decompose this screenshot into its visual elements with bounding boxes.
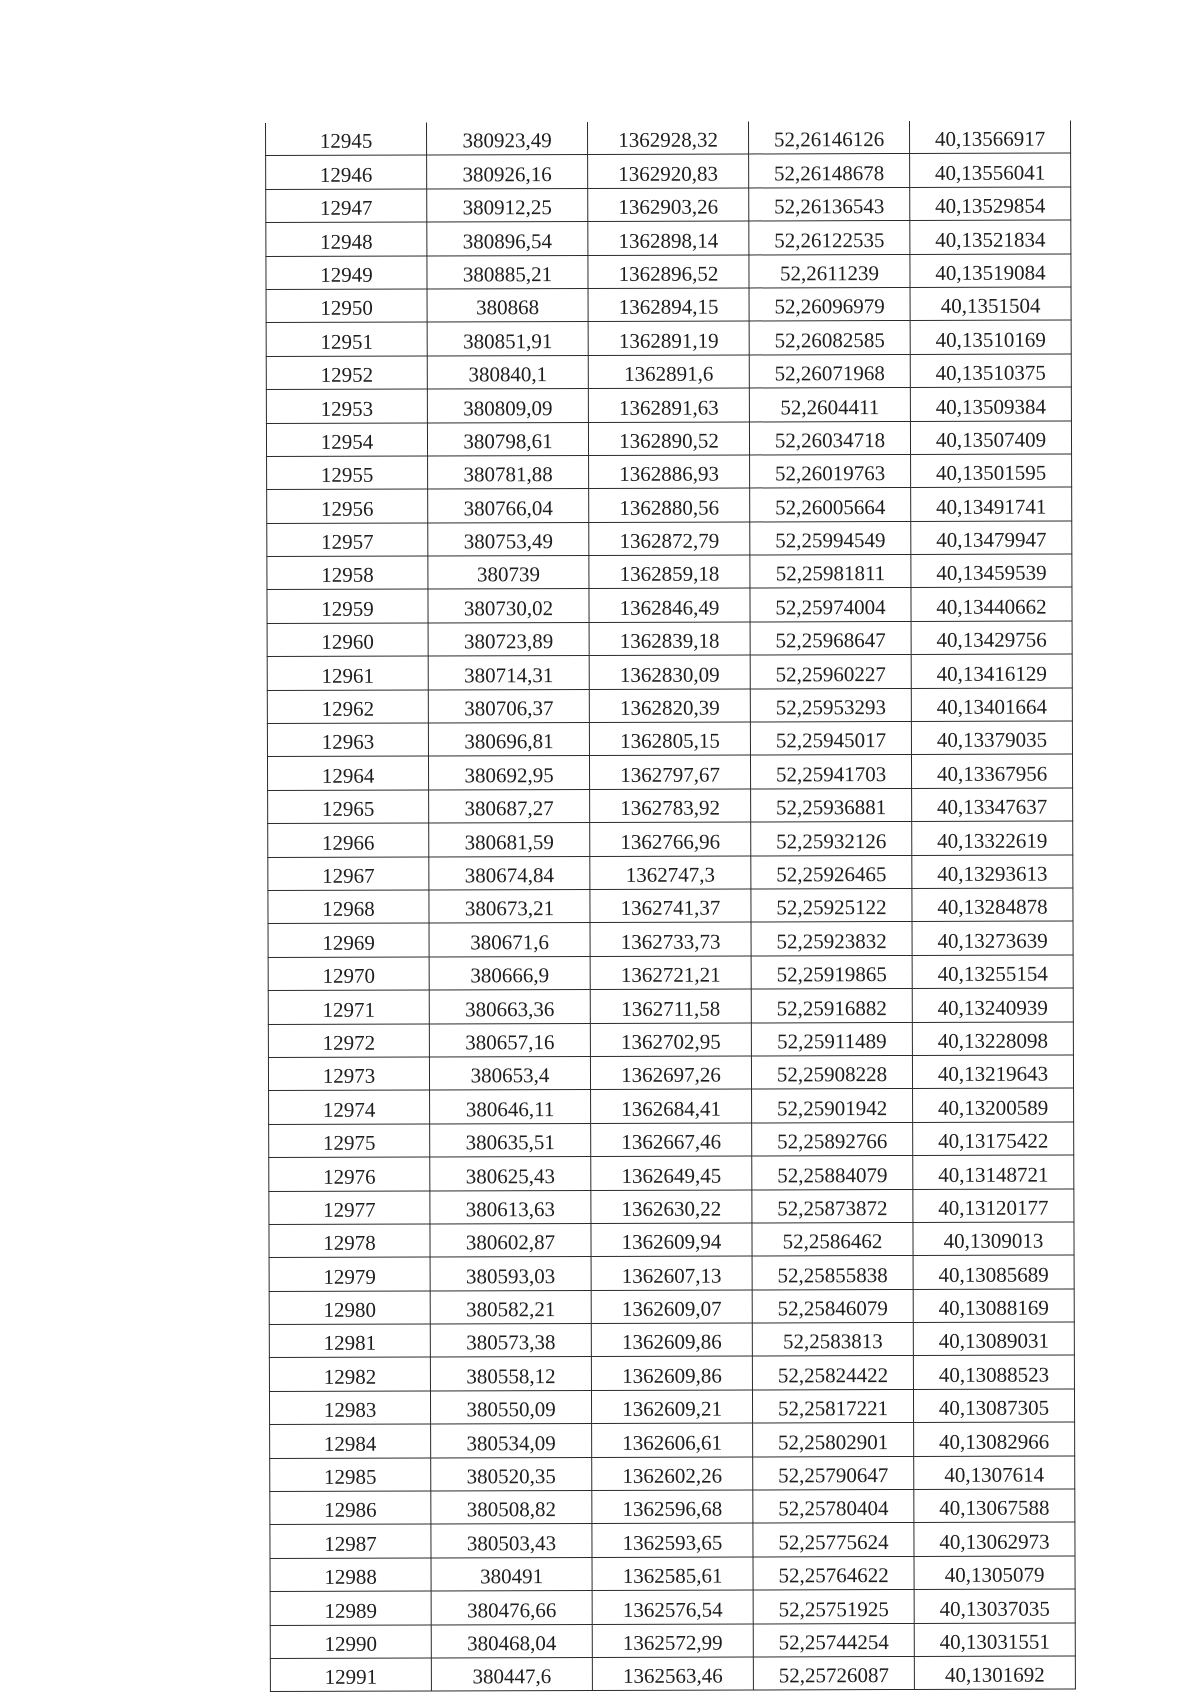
- table-row: [270, 1656, 1075, 1692]
- longitude-cell: 40,13347637: [912, 788, 1073, 822]
- latitude-cell: 52,25855838: [752, 1256, 913, 1290]
- latitude-cell: 52,25925122: [751, 888, 912, 922]
- y-coordinate-cell: 1362747,3: [590, 856, 751, 890]
- latitude-cell: 52,2583813: [752, 1323, 913, 1357]
- table-row: [267, 754, 1072, 790]
- longitude-cell: 40,13459539: [911, 554, 1072, 588]
- point-number-cell: 12966: [268, 823, 429, 857]
- y-coordinate-cell: 1362576,54: [592, 1590, 753, 1624]
- longitude-cell: 40,13228098: [912, 1022, 1073, 1056]
- latitude-cell: 52,26146126: [748, 121, 909, 154]
- y-coordinate-cell: 1362602,26: [592, 1457, 753, 1491]
- latitude-cell: 52,26136543: [749, 187, 910, 221]
- x-coordinate-cell: 380730,02: [428, 589, 589, 623]
- x-coordinate-cell: 380520,35: [431, 1457, 592, 1491]
- longitude-cell: 40,13507409: [910, 420, 1071, 454]
- y-coordinate-cell: 1362607,13: [591, 1256, 752, 1290]
- y-coordinate-cell: 1362593,65: [592, 1523, 753, 1557]
- point-number-cell: 12970: [268, 957, 429, 991]
- x-coordinate-cell: 380739: [428, 556, 589, 590]
- table-row: [268, 988, 1073, 1024]
- table-row: [267, 688, 1072, 724]
- latitude-cell: 52,26148678: [749, 154, 910, 188]
- point-number-cell: 12989: [270, 1591, 431, 1625]
- table-row: [266, 120, 1071, 155]
- y-coordinate-cell: 1362609,94: [591, 1223, 752, 1257]
- y-coordinate-cell: 1362585,61: [592, 1557, 753, 1591]
- x-coordinate-cell: 380602,87: [430, 1223, 591, 1257]
- y-coordinate-cell: 1362606,61: [592, 1423, 753, 1457]
- x-coordinate-cell: 380926,16: [427, 155, 588, 189]
- longitude-cell: 40,13087305: [913, 1389, 1074, 1423]
- longitude-cell: 40,13501595: [911, 454, 1072, 488]
- point-number-cell: 12953: [266, 389, 427, 423]
- longitude-cell: 40,13031551: [914, 1623, 1075, 1657]
- longitude-cell: 40,13509384: [910, 387, 1071, 421]
- latitude-cell: 52,25916882: [751, 989, 912, 1023]
- table-row: [268, 1022, 1073, 1058]
- latitude-cell: 52,2604411: [749, 388, 910, 422]
- point-number-cell: 12957: [267, 523, 428, 557]
- y-coordinate-cell: 1362820,39: [589, 689, 750, 723]
- longitude-cell: 40,13200589: [913, 1088, 1074, 1122]
- x-coordinate-cell: 380447,6: [431, 1657, 592, 1691]
- table-row: [267, 621, 1072, 657]
- table-row: [269, 1355, 1074, 1391]
- x-coordinate-cell: 380696,81: [428, 723, 589, 757]
- point-number-cell: 12950: [266, 289, 427, 323]
- table-row: [266, 187, 1071, 223]
- point-number-cell: 12947: [266, 189, 427, 223]
- point-number-cell: 12956: [267, 489, 428, 523]
- table-row: [269, 1322, 1074, 1358]
- point-number-cell: 12991: [270, 1658, 431, 1692]
- longitude-cell: 40,13479947: [911, 521, 1072, 555]
- y-coordinate-cell: 1362766,96: [590, 822, 751, 856]
- longitude-cell: 40,13519084: [910, 254, 1071, 288]
- longitude-cell: 40,13219643: [912, 1055, 1073, 1089]
- table-row: [270, 1522, 1075, 1558]
- x-coordinate-cell: 380673,21: [429, 889, 590, 923]
- y-coordinate-cell: 1362630,22: [591, 1189, 752, 1223]
- longitude-cell: 40,13510375: [910, 354, 1071, 388]
- point-number-cell: 12973: [268, 1057, 429, 1091]
- longitude-cell: 40,13082966: [914, 1422, 1075, 1456]
- latitude-cell: 52,26005664: [750, 488, 911, 522]
- y-coordinate-cell: 1362609,86: [591, 1323, 752, 1357]
- point-number-cell: 12978: [269, 1224, 430, 1258]
- longitude-cell: 40,13085689: [913, 1255, 1074, 1289]
- point-number-cell: 12988: [270, 1558, 431, 1592]
- table-row: [268, 821, 1073, 857]
- longitude-cell: 40,13401664: [911, 688, 1072, 722]
- point-number-cell: 12985: [270, 1458, 431, 1492]
- y-coordinate-cell: 1362596,68: [592, 1490, 753, 1524]
- point-number-cell: 12979: [269, 1257, 430, 1291]
- y-coordinate-cell: 1362891,6: [588, 355, 749, 389]
- y-coordinate-cell: 1362886,93: [589, 455, 750, 489]
- point-number-cell: 12980: [269, 1291, 430, 1325]
- table-row: [268, 788, 1073, 824]
- table-row: [266, 354, 1071, 390]
- point-number-cell: 12952: [266, 356, 427, 390]
- table-row: [269, 1289, 1074, 1325]
- x-coordinate-cell: 380593,03: [430, 1257, 591, 1291]
- table-row: [268, 955, 1073, 991]
- y-coordinate-cell: 1362839,18: [589, 622, 750, 656]
- y-coordinate-cell: 1362903,26: [588, 188, 749, 222]
- x-coordinate-cell: 380582,21: [430, 1290, 591, 1324]
- x-coordinate-cell: 380674,84: [429, 856, 590, 890]
- x-coordinate-cell: 380573,38: [430, 1324, 591, 1358]
- y-coordinate-cell: 1362920,83: [588, 154, 749, 188]
- longitude-cell: 40,13120177: [913, 1188, 1074, 1222]
- x-coordinate-cell: 380491: [431, 1557, 592, 1591]
- point-number-cell: 12971: [268, 990, 429, 1024]
- point-number-cell: 12983: [269, 1391, 430, 1425]
- latitude-cell: 52,25824422: [752, 1356, 913, 1390]
- x-coordinate-cell: 380706,37: [428, 689, 589, 723]
- longitude-cell: 40,13556041: [910, 153, 1071, 187]
- table-row: [270, 1556, 1075, 1592]
- longitude-cell: 40,13148721: [913, 1155, 1074, 1189]
- x-coordinate-cell: 380671,6: [429, 923, 590, 957]
- longitude-cell: 40,13062973: [914, 1522, 1075, 1556]
- x-coordinate-cell: 380896,54: [427, 222, 588, 256]
- x-coordinate-cell: 380508,82: [431, 1490, 592, 1524]
- point-number-cell: 12951: [266, 322, 427, 356]
- table-row: [270, 1589, 1075, 1625]
- table-row: [269, 1222, 1074, 1258]
- latitude-cell: 52,25981811: [750, 555, 911, 589]
- latitude-cell: 52,25936881: [751, 788, 912, 822]
- longitude-cell: 40,13440662: [911, 587, 1072, 621]
- coordinates-table-body: [266, 120, 1076, 1691]
- longitude-cell: 40,1305079: [914, 1556, 1075, 1590]
- point-number-cell: 12961: [267, 656, 428, 690]
- point-number-cell: 12990: [270, 1625, 431, 1659]
- y-coordinate-cell: 1362830,09: [589, 655, 750, 689]
- latitude-cell: 52,25901942: [752, 1089, 913, 1123]
- latitude-cell: 52,2611239: [749, 254, 910, 288]
- table-row: [268, 888, 1073, 924]
- x-coordinate-cell: 380666,9: [429, 956, 590, 990]
- x-coordinate-cell: 380550,09: [430, 1390, 591, 1424]
- point-number-cell: 12976: [269, 1157, 430, 1191]
- y-coordinate-cell: 1362890,52: [588, 421, 749, 455]
- table-row: [267, 487, 1072, 523]
- latitude-cell: 52,25968647: [750, 621, 911, 655]
- table-row: [270, 1489, 1075, 1525]
- table-row: [266, 320, 1071, 356]
- table-row: [269, 1255, 1074, 1291]
- x-coordinate-cell: 380468,04: [431, 1624, 592, 1658]
- y-coordinate-cell: 1362880,56: [589, 488, 750, 522]
- y-coordinate-cell: 1362894,15: [588, 288, 749, 322]
- y-coordinate-cell: 1362609,21: [591, 1390, 752, 1424]
- point-number-cell: 12960: [267, 623, 428, 657]
- x-coordinate-cell: 380613,63: [430, 1190, 591, 1224]
- point-number-cell: 12955: [267, 456, 428, 490]
- table-row: [267, 587, 1072, 623]
- latitude-cell: 52,25744254: [753, 1623, 914, 1657]
- table-row: [270, 1623, 1075, 1659]
- longitude-cell: 40,1307614: [914, 1456, 1075, 1490]
- x-coordinate-cell: 380723,89: [428, 622, 589, 656]
- longitude-cell: 40,13088523: [913, 1355, 1074, 1389]
- y-coordinate-cell: 1362649,45: [591, 1156, 752, 1190]
- latitude-cell: 52,25945017: [750, 722, 911, 756]
- point-number-cell: 12959: [267, 589, 428, 623]
- y-coordinate-cell: 1362805,15: [589, 722, 750, 756]
- point-number-cell: 12974: [269, 1090, 430, 1124]
- point-number-cell: 12946: [266, 155, 427, 189]
- point-number-cell: 12948: [266, 222, 427, 256]
- x-coordinate-cell: 380503,43: [431, 1524, 592, 1558]
- y-coordinate-cell: 1362721,21: [590, 956, 751, 990]
- table-row: [270, 1456, 1075, 1492]
- latitude-cell: 52,25751925: [753, 1590, 914, 1624]
- longitude-cell: 40,13521834: [910, 220, 1071, 254]
- point-number-cell: 12963: [267, 723, 428, 757]
- table-row: [266, 420, 1071, 456]
- latitude-cell: 52,25846079: [752, 1289, 913, 1323]
- longitude-cell: 40,13067588: [914, 1489, 1075, 1523]
- x-coordinate-cell: 380663,36: [429, 990, 590, 1024]
- point-number-cell: 12945: [266, 122, 427, 155]
- latitude-cell: 52,25908228: [751, 1055, 912, 1089]
- latitude-cell: 52,25780404: [753, 1489, 914, 1523]
- x-coordinate-cell: 380714,31: [428, 656, 589, 690]
- point-number-cell: 12958: [267, 556, 428, 590]
- latitude-cell: 52,25775624: [753, 1523, 914, 1557]
- latitude-cell: 52,25726087: [753, 1656, 914, 1690]
- latitude-cell: 52,25923832: [751, 922, 912, 956]
- y-coordinate-cell: 1362741,37: [590, 889, 751, 923]
- y-coordinate-cell: 1362609,07: [591, 1290, 752, 1324]
- x-coordinate-cell: 380753,49: [428, 522, 589, 556]
- latitude-cell: 52,25941703: [750, 755, 911, 789]
- longitude-cell: 40,1351504: [910, 287, 1071, 321]
- y-coordinate-cell: 1362928,32: [587, 121, 748, 154]
- y-coordinate-cell: 1362702,95: [590, 1023, 751, 1057]
- x-coordinate-cell: 380476,66: [431, 1591, 592, 1625]
- latitude-cell: 52,26122535: [749, 221, 910, 255]
- table-row: [269, 1088, 1074, 1124]
- y-coordinate-cell: 1362872,79: [589, 522, 750, 556]
- table-row: [266, 287, 1071, 323]
- table-row: [270, 1422, 1075, 1458]
- point-number-cell: 12962: [267, 690, 428, 724]
- point-number-cell: 12968: [268, 890, 429, 924]
- y-coordinate-cell: 1362572,99: [592, 1624, 753, 1658]
- y-coordinate-cell: 1362859,18: [589, 555, 750, 589]
- latitude-cell: 52,25873872: [752, 1189, 913, 1223]
- y-coordinate-cell: 1362797,67: [589, 755, 750, 789]
- x-coordinate-cell: 380868: [427, 288, 588, 322]
- table-row: [268, 855, 1073, 891]
- x-coordinate-cell: 380692,95: [428, 756, 589, 790]
- longitude-cell: 40,13379035: [911, 721, 1072, 755]
- longitude-cell: 40,13293613: [912, 855, 1073, 889]
- longitude-cell: 40,1309013: [913, 1222, 1074, 1256]
- table-row: [268, 1055, 1073, 1091]
- longitude-cell: 40,13175422: [913, 1122, 1074, 1156]
- latitude-cell: 52,25790647: [753, 1456, 914, 1490]
- latitude-cell: 52,25926465: [751, 855, 912, 889]
- y-coordinate-cell: 1362711,58: [590, 989, 751, 1023]
- x-coordinate-cell: 380885,21: [427, 255, 588, 289]
- latitude-cell: 52,25974004: [750, 588, 911, 622]
- point-number-cell: 12986: [270, 1491, 431, 1525]
- table-row: [268, 921, 1073, 957]
- longitude-cell: 40,13037035: [914, 1589, 1075, 1623]
- table-row: [266, 254, 1071, 290]
- y-coordinate-cell: 1362667,46: [591, 1123, 752, 1157]
- longitude-cell: 40,13491741: [911, 487, 1072, 521]
- y-coordinate-cell: 1362697,26: [590, 1056, 751, 1090]
- latitude-cell: 52,25764622: [753, 1556, 914, 1590]
- point-number-cell: 12969: [268, 923, 429, 957]
- point-number-cell: 12977: [269, 1190, 430, 1224]
- y-coordinate-cell: 1362891,19: [588, 321, 749, 355]
- latitude-cell: 52,25960227: [750, 655, 911, 689]
- longitude-cell: 40,13367956: [911, 754, 1072, 788]
- point-number-cell: 12972: [268, 1024, 429, 1058]
- table-row: [266, 153, 1071, 189]
- x-coordinate-cell: 380625,43: [430, 1157, 591, 1191]
- y-coordinate-cell: 1362609,86: [591, 1356, 752, 1390]
- x-coordinate-cell: 380840,1: [427, 355, 588, 389]
- table-row: [269, 1389, 1074, 1425]
- longitude-cell: 40,13566917: [909, 120, 1070, 153]
- latitude-cell: 52,25911489: [751, 1022, 912, 1056]
- coordinates-table: [265, 120, 1076, 1692]
- latitude-cell: 52,25884079: [752, 1156, 913, 1190]
- x-coordinate-cell: 380558,12: [430, 1357, 591, 1391]
- longitude-cell: 40,13240939: [912, 988, 1073, 1022]
- point-number-cell: 12965: [268, 790, 429, 824]
- y-coordinate-cell: 1362898,14: [588, 221, 749, 255]
- x-coordinate-cell: 380635,51: [430, 1123, 591, 1157]
- longitude-cell: 40,13416129: [911, 654, 1072, 688]
- latitude-cell: 52,25919865: [751, 955, 912, 989]
- y-coordinate-cell: 1362846,49: [589, 588, 750, 622]
- latitude-cell: 52,26019763: [750, 454, 911, 488]
- y-coordinate-cell: 1362891,63: [588, 388, 749, 422]
- latitude-cell: 52,25892766: [752, 1122, 913, 1156]
- latitude-cell: 52,26071968: [749, 354, 910, 388]
- table-row: [269, 1122, 1074, 1158]
- table-row: [267, 654, 1072, 690]
- point-number-cell: 12982: [269, 1357, 430, 1391]
- table-row: [266, 220, 1071, 256]
- latitude-cell: 52,2586462: [752, 1222, 913, 1256]
- x-coordinate-cell: 380681,59: [429, 823, 590, 857]
- y-coordinate-cell: 1362563,46: [592, 1657, 753, 1691]
- x-coordinate-cell: 380657,16: [429, 1023, 590, 1057]
- x-coordinate-cell: 380923,49: [426, 122, 587, 155]
- x-coordinate-cell: 380653,4: [429, 1056, 590, 1090]
- x-coordinate-cell: 380809,09: [427, 389, 588, 423]
- latitude-cell: 52,25802901: [753, 1423, 914, 1457]
- y-coordinate-cell: 1362783,92: [590, 789, 751, 823]
- point-number-cell: 12954: [266, 423, 427, 457]
- longitude-cell: 40,13273639: [912, 921, 1073, 955]
- point-number-cell: 12949: [266, 256, 427, 290]
- y-coordinate-cell: 1362896,52: [588, 255, 749, 289]
- latitude-cell: 52,25932126: [751, 822, 912, 856]
- x-coordinate-cell: 380912,25: [427, 188, 588, 222]
- latitude-cell: 52,25994549: [750, 521, 911, 555]
- point-number-cell: 12967: [268, 857, 429, 891]
- point-number-cell: 12987: [270, 1524, 431, 1558]
- longitude-cell: 40,1301692: [914, 1656, 1075, 1690]
- longitude-cell: 40,13429756: [911, 621, 1072, 655]
- x-coordinate-cell: 380781,88: [428, 455, 589, 489]
- x-coordinate-cell: 380766,04: [428, 489, 589, 523]
- latitude-cell: 52,26082585: [749, 321, 910, 355]
- longitude-cell: 40,13088169: [913, 1289, 1074, 1323]
- latitude-cell: 52,25817221: [752, 1389, 913, 1423]
- x-coordinate-cell: 380851,91: [427, 322, 588, 356]
- longitude-cell: 40,13255154: [912, 955, 1073, 989]
- x-coordinate-cell: 380534,09: [431, 1424, 592, 1458]
- table-row: [267, 521, 1072, 557]
- latitude-cell: 52,26096979: [749, 287, 910, 321]
- point-number-cell: 12981: [269, 1324, 430, 1358]
- longitude-cell: 40,13284878: [912, 888, 1073, 922]
- point-number-cell: 12984: [270, 1424, 431, 1458]
- table-row: [267, 454, 1072, 490]
- x-coordinate-cell: 380687,27: [429, 789, 590, 823]
- table-row: [267, 721, 1072, 757]
- longitude-cell: 40,13510169: [910, 320, 1071, 354]
- point-number-cell: 12964: [267, 756, 428, 790]
- latitude-cell: 52,26034718: [749, 421, 910, 455]
- longitude-cell: 40,13529854: [910, 187, 1071, 221]
- table-row: [269, 1155, 1074, 1191]
- y-coordinate-cell: 1362733,73: [590, 922, 751, 956]
- table-row: [267, 554, 1072, 590]
- table-row: [266, 387, 1071, 423]
- x-coordinate-cell: 380798,61: [427, 422, 588, 456]
- latitude-cell: 52,25953293: [750, 688, 911, 722]
- y-coordinate-cell: 1362684,41: [591, 1089, 752, 1123]
- table-row: [269, 1188, 1074, 1224]
- point-number-cell: 12975: [269, 1124, 430, 1158]
- x-coordinate-cell: 380646,11: [430, 1090, 591, 1124]
- longitude-cell: 40,13322619: [912, 821, 1073, 855]
- longitude-cell: 40,13089031: [913, 1322, 1074, 1356]
